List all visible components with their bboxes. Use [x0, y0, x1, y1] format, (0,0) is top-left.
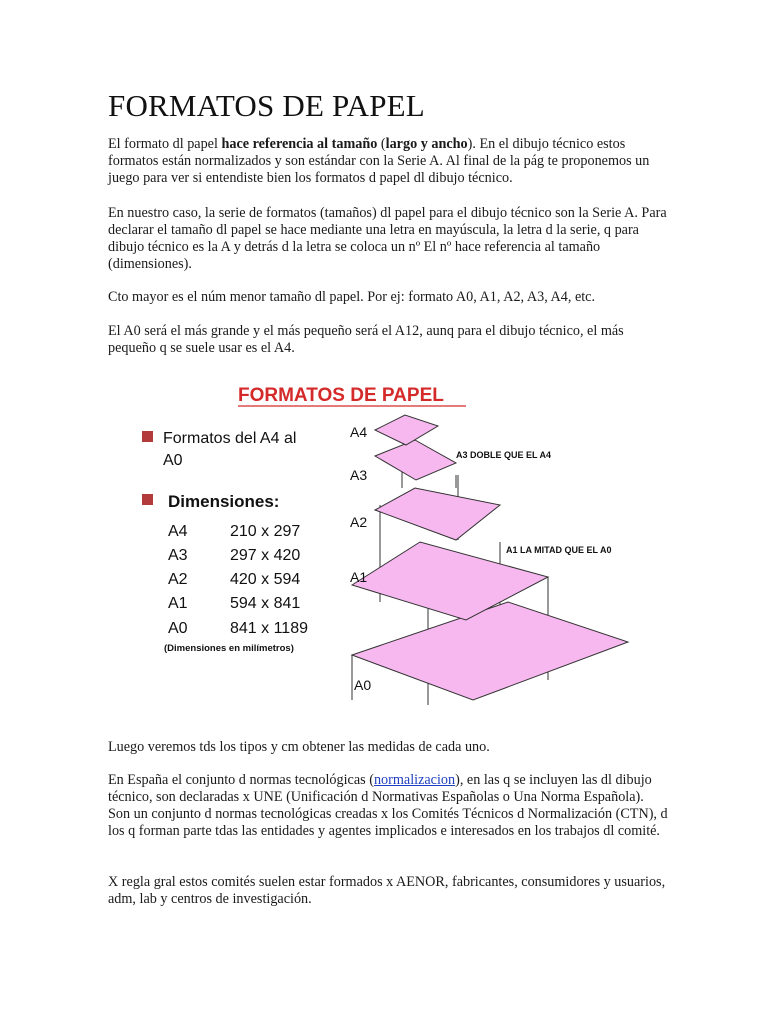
paragraph-intro: [108, 136, 668, 187]
stack-label-a0: A0: [354, 677, 372, 693]
callout-a1-half: A1 LA MITAD QUE EL A0: [506, 545, 612, 555]
sheet-a3: [375, 440, 456, 480]
dim-size-a1: 594 x 841: [230, 595, 301, 612]
stack-label-a1: A1: [350, 569, 368, 585]
text-run: El formato dl papel: [108, 136, 222, 152]
stack-label-a4: A4: [350, 424, 368, 440]
paragraph-next: Luego veremos tds los tipos y cm obtener las medidas de cada uno.: [108, 739, 490, 755]
paragraph-a0-a12: El A0 será el más grande y el más pequeño será el A12, aunq para el dibujo técnico, el más pequeño q se suele usar es el A4.: [108, 323, 624, 356]
bullet-formats-line2: A0: [163, 452, 183, 469]
bold-text: hace referencia al tamaño: [221, 136, 378, 152]
sheet-a0: [352, 602, 628, 700]
bullet-square-icon: [142, 494, 153, 505]
page-title: FORMATOS DE PAPEL: [108, 88, 425, 123]
dim-size-a4: 210 x 297: [230, 523, 301, 540]
text-run: En España el conjunto d normas tecnológicas (: [108, 772, 374, 788]
dim-size-a0: 841 x 1189: [230, 620, 308, 637]
bullet-dimensions-heading: Dimensiones:: [168, 492, 280, 511]
paragraph-serie-a: En nuestro caso, la serie de formatos (tamaños) dl papel para el dibujo técnico son la Serie A. Para declarar el tamaño dl papel se hace mediante una letra en mayúscula, la letra d la serie, q para dibujo técnico es la A y detrás d la letra se coloca un nº El nº hace referencia al tamaño (dimensiones).: [108, 205, 667, 272]
sheet-a2: [375, 488, 500, 540]
dim-format-a4: A4: [168, 523, 188, 540]
stack-label-a2: A2: [350, 514, 368, 530]
paragraph-size-order: Cto mayor es el núm menor tamaño dl papel. Por ej: formato A0, A1, A2, A3, A4, etc.: [108, 289, 596, 305]
figure-title: FORMATOS DE PAPEL: [238, 385, 444, 406]
normalizacion-link[interactable]: normalizacion: [373, 772, 456, 788]
dim-format-a2: A2: [168, 571, 188, 588]
bullet-square-icon: [142, 431, 153, 442]
paragraph-committees: X regla gral estos comités suelen estar formados x AENOR, fabricantes, consumidores y usuarios, adm, lab y centros de investigación.: [108, 874, 666, 907]
paragraph-une: [108, 772, 668, 840]
bullet-formats-line1: Formatos del A4 al: [163, 430, 297, 447]
stack-label-a3: A3: [350, 467, 368, 483]
dim-format-a1: A1: [168, 595, 188, 612]
text-run: (: [377, 136, 386, 152]
callout-a3-double: A3 DOBLE QUE EL A4: [456, 450, 552, 460]
dim-size-a3: 297 x 420: [230, 547, 301, 564]
bold-text: largo y ancho: [385, 136, 468, 152]
dim-format-a3: A3: [168, 547, 188, 564]
dim-size-a2: 420 x 594: [230, 571, 301, 588]
dim-format-a0: A0: [168, 620, 188, 637]
sheet-a4: [375, 415, 438, 445]
dimensions-unit-note: (Dimensiones en milímetros): [164, 643, 294, 654]
text-run: ), en las q se incluyen las dl dibujo técnico, son declaradas x UNE (Unificación d Normativas Españolas o Una Norma Española). Son un conjunto d normas tecnológicas creadas x los Comités Técnicos d Normalización (CTN), d los q forman parte tdas las entidades y agentes implicados e interesados en los trabajos dl comité.: [108, 772, 668, 839]
paper-formats-diagram: [130, 370, 650, 710]
text-run: ). En el dibujo técnico estos formatos están normalizados y son estándar con la Serie A. Al final de la pág te proponemos un juego para ver si entendiste bien los formatos d papel dl dibujo técnico.: [108, 136, 650, 186]
paper-formats-figure: [130, 370, 650, 710]
